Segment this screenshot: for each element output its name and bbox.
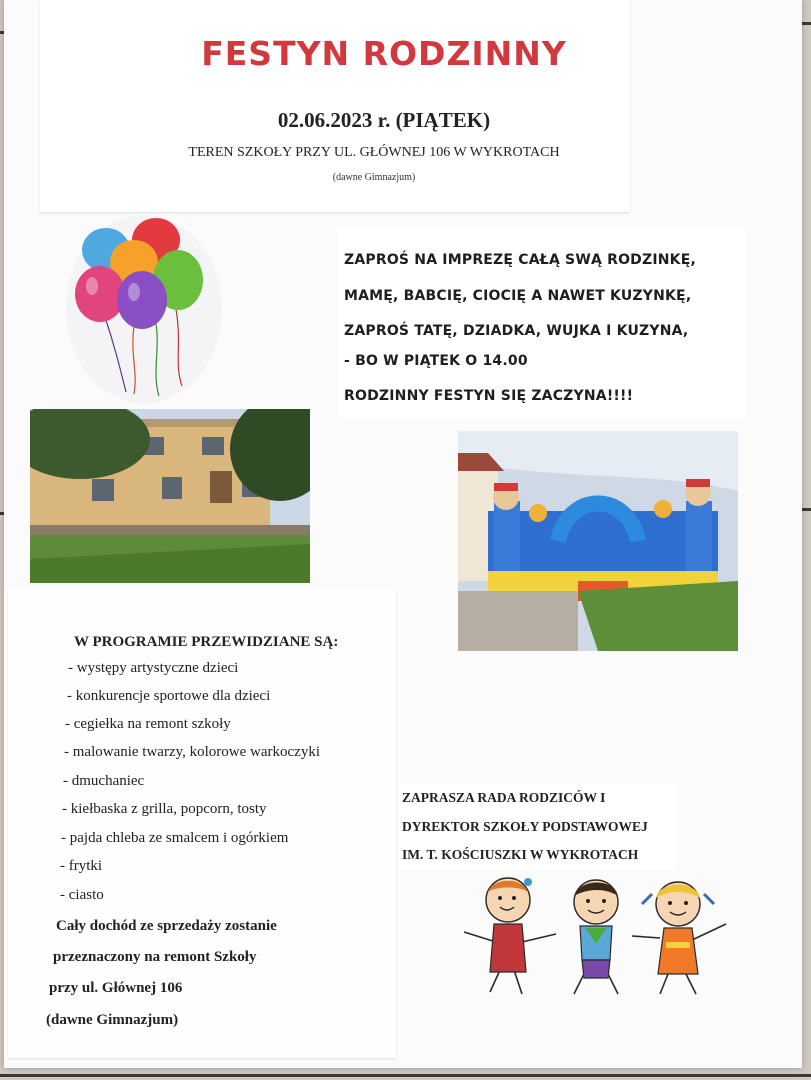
floor-tile-line: [0, 1074, 811, 1077]
event-venue: TEREN SZKOŁY PRZY UL. GŁÓWNEJ 106 W WYKROTACH: [188, 145, 560, 160]
organizer-note: [398, 784, 676, 870]
dancing-children-clipart: [456, 874, 746, 998]
program-item: - cegiełka na remont szkoły: [65, 716, 231, 732]
organizer-line: ZAPRASZA RADA RODZICÓW I: [402, 790, 606, 805]
program-item: - malowanie twarzy, kolorowe warkoczyki: [64, 744, 321, 760]
proceeds-line: Cały dochód ze sprzedaży zostanie: [56, 918, 277, 934]
school-building-photo: [30, 409, 310, 583]
proceeds-line: (dawne Gimnazjum): [46, 1012, 179, 1028]
program-item: - występy artystyczne dzieci: [68, 660, 239, 676]
organizer-line: DYREKTOR SZKOŁY PODSTAWOWEJ: [402, 819, 648, 834]
invitation-line: ZAPROŚ TATĘ, DZIADKA, WUJKA I KUZYNA,: [344, 323, 689, 339]
program-item: - kiełbaska z grilla, popcorn, tosty: [62, 801, 267, 817]
bouncy-castle-photo: [458, 431, 738, 651]
invitation-line: MAMĘ, BABCIĘ, CIOCIĘ A NAWET KUZYNKĘ,: [344, 288, 692, 304]
invitation-line: ZAPROŚ NA IMPREZĘ CAŁĄ SWĄ RODZINKĘ,: [344, 252, 696, 268]
invitation-line: RODZINNY FESTYN SIĘ ZACZYNA!!!!: [344, 388, 634, 404]
venue-note: (dawne Gimnazjum): [332, 172, 416, 183]
program-item: - frytki: [60, 858, 103, 874]
event-date: 02.06.2023 r. (PIĄTEK): [277, 108, 491, 132]
poster-sheet: [4, 0, 802, 1068]
balloons-clipart: [64, 214, 224, 404]
proceeds-line: przy ul. Głównej 106: [49, 980, 183, 996]
program-item: - konkurencje sportowe dla dzieci: [67, 688, 271, 704]
proceeds-line: przeznaczony na remont Szkoły: [53, 949, 257, 965]
program-item: - pajda chleba ze smalcem i ogórkiem: [61, 830, 289, 846]
program-item: - dmuchaniec: [63, 773, 145, 789]
invitation-verse: [338, 228, 746, 418]
poster-title: FESTYN RODZINNY: [201, 34, 567, 73]
program-item: - ciasto: [60, 887, 104, 903]
program-heading: W PROGRAMIE PRZEWIDZIANE SĄ:: [74, 634, 339, 650]
invitation-line: - BO W PIĄTEK O 14.00: [344, 353, 528, 369]
organizer-line: IM. T. KOŚCIUSZKI W WYKROTACH: [402, 847, 639, 862]
